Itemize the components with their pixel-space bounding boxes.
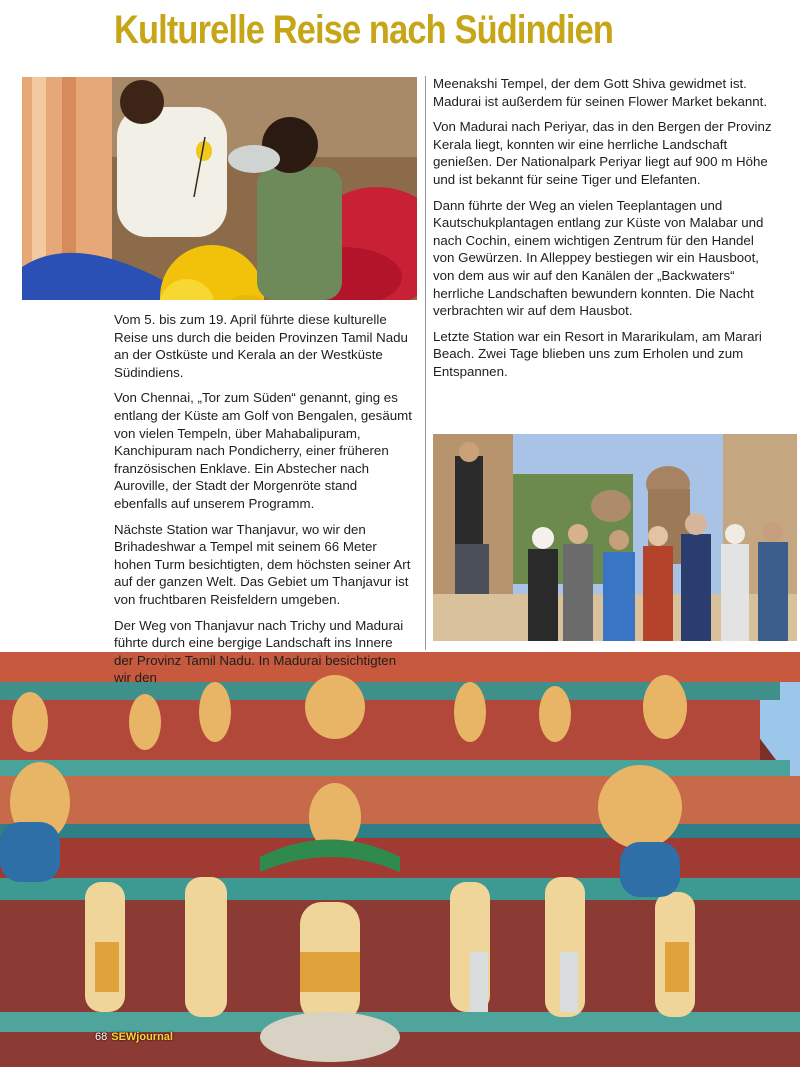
- paragraph: Vom 5. bis zum 19. April führte diese kulturelle Reise uns durch die beiden Provinzen Tamil Nadu an der Ostküste und Kerala an der Westküste Südindiens.: [114, 312, 408, 380]
- page-number: 68: [95, 1031, 108, 1043]
- paragraph: Von Madurai nach Periyar, das in den Bergen der Provinz Kerala liegt, konnten wir eine herrliche Landschaft genießen. Der Nationalpark Periyar liegt auf 900 m Höhe und ist bekannt für seine Tiger und Elefanten.: [433, 119, 772, 187]
- page-title: Kulturelle Reise nach Südindien: [114, 8, 614, 52]
- column-divider: [425, 76, 426, 650]
- temple-tower-photo: [0, 652, 800, 1067]
- page-footer: [95, 1031, 173, 1043]
- left-text-column: [114, 311, 414, 695]
- paragraph: Nächste Station war Thanjavur, wo wir den Brihadeshwar a Tempel mit seinem 66 Meter hohen Turm besichtigten, dem höchsten seiner Art auf der ganzen Welt. Das Gebiet um Thanjavur ist von fruchtbaren Reisfeldern umgeben.: [114, 521, 411, 607]
- right-text-column: [433, 75, 773, 389]
- publication-logo: SEWjournal: [111, 1031, 173, 1043]
- paragraph: Von Chennai, „Tor zum Süden“ genannt, ging es entlang der Küste am Golf von Bengalen, gesäumt von vielen Tempeln, über Mahabalipuram, Kanchipuram nach Pondicherry, einer früheren französischen Enklave. Ein Abstecher nach Auroville, der Stadt der Morgenröte stand ebenfalls auf unserem Programm.: [114, 390, 412, 511]
- paragraph: Der Weg von Thanjavur nach Trichy und Madurai führte durch eine bergige Landschaft ins Innere der Provinz Tamil Nadu. In Madurai besichtigten wir den: [114, 617, 404, 686]
- tourists-at-monument-photo: [433, 434, 797, 641]
- paragraph: Letzte Station war ein Resort in Mararikulam, am Marari Beach. Zwei Tage blieben uns zum Erholen und zum Entspannen.: [433, 328, 762, 379]
- paragraph: Meenakshi Tempel, der dem Gott Shiva gewidmet ist. Madurai ist außerdem für seinen Flower Market bekannt.: [433, 76, 768, 109]
- paragraph: Dann führte der Weg an vielen Teeplantagen und Kautschukplantagen entlang zur Küste von Malabar und nach Cochin, einem wichtigen Zentrum für den Handel von Gewürzen. In Alleppey bestiegen wir ein Hausboot, von dem aus wir auf den Kanälen der „Backwaters“ herrliche Landschaften bewundern konnten. Die Nacht verbrachten wir auf dem Hausbot.: [433, 197, 764, 319]
- flower-market-photo: [22, 77, 417, 300]
